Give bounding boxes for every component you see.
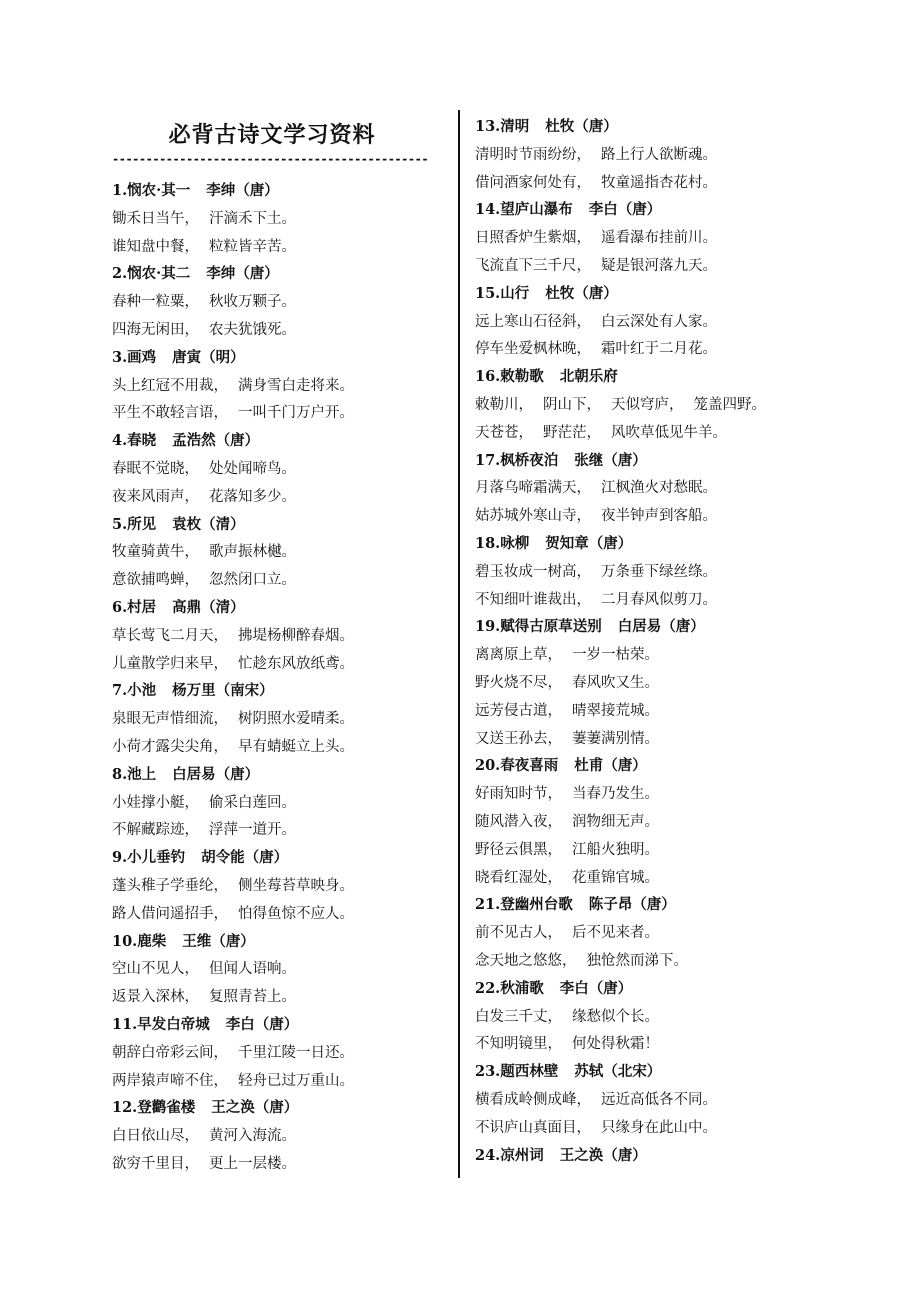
poem-author: 孟浩然（唐） <box>172 432 260 450</box>
poem-title: 秋浦歌 <box>500 979 544 997</box>
verse-phrase: 黄河入海流。 <box>209 1128 296 1145</box>
verse-phrase: 空山不见人， <box>112 961 199 978</box>
poem-line <box>112 1126 296 1146</box>
verse-phrase: 浮萍一道开。 <box>209 822 296 839</box>
poem-line <box>112 1071 354 1091</box>
poem-line <box>475 1007 659 1027</box>
verse-phrase: 远芳侵古道， <box>475 702 562 719</box>
verse-phrase: 复照青苔上。 <box>209 989 296 1006</box>
verse-phrase: 牧童骑黄牛， <box>112 544 199 561</box>
poem-line <box>475 395 766 415</box>
poem-line <box>112 1043 354 1063</box>
poem-author: 杜甫（唐） <box>574 757 647 775</box>
poem-author: 王维（唐） <box>182 932 255 950</box>
poem-title: 凉州词 <box>500 1146 544 1164</box>
poem-number: 12. <box>112 1099 138 1117</box>
poem-number: 1. <box>112 182 128 199</box>
verse-phrase: 意欲捕鸣蝉， <box>112 572 199 589</box>
verse-phrase: 锄禾日当午， <box>112 210 199 227</box>
poem-line <box>112 820 296 840</box>
verse-phrase: 小荷才露尖尖角， <box>112 739 228 755</box>
verse-phrase: 笼盖四野。 <box>693 397 766 413</box>
poem-heading <box>475 1062 661 1082</box>
poem-line <box>475 729 659 749</box>
verse-phrase: 秋收万颗子。 <box>209 294 296 311</box>
verse-phrase: 夜来风雨声， <box>112 488 199 505</box>
verse-phrase: 风吹草低见牛羊。 <box>611 424 727 441</box>
verse-phrase: 当春乃发生。 <box>572 786 659 803</box>
verse-phrase: 霜叶红于二月花。 <box>601 341 717 358</box>
verse-phrase: 怕得鱼惊不应人。 <box>238 905 354 922</box>
poem-line <box>475 256 717 276</box>
poem-author: 李绅（唐） <box>206 182 279 199</box>
poem-heading <box>475 895 676 915</box>
poem-line <box>112 320 296 340</box>
poem-number: 17. <box>475 451 501 469</box>
poem-author: 杜牧（唐） <box>545 118 618 135</box>
poem-author: 白居易（唐） <box>617 618 705 636</box>
verse-phrase: 萋萋满别情。 <box>572 730 659 747</box>
verse-phrase: 春风吹又生。 <box>572 675 659 691</box>
verse-phrase: 平生不敢轻言语， <box>112 405 228 422</box>
verse-phrase: 返景入深林， <box>112 989 199 1006</box>
poem-heading <box>475 200 661 220</box>
verse-phrase: 蓬头稚子学垂纶， <box>112 878 228 894</box>
poem-number: 19. <box>475 618 501 636</box>
verse-phrase: 何处得秋霜！ <box>572 1036 659 1053</box>
poem-number: 21. <box>475 896 501 914</box>
verse-phrase: 早有蜻蜓立上头。 <box>238 739 354 755</box>
poem-line <box>112 1154 296 1174</box>
poem-line <box>475 951 688 971</box>
verse-phrase: 偷采白莲回。 <box>209 794 296 811</box>
verse-phrase: 忽然闭口立。 <box>209 572 296 589</box>
verse-phrase: 处处闻啼鸟。 <box>209 461 296 477</box>
poem-number: 5. <box>112 515 128 533</box>
poem-heading <box>112 515 245 535</box>
verse-phrase: 遥看瀑布挂前川。 <box>601 230 717 247</box>
poem-number: 24. <box>475 1146 501 1164</box>
poem-title: 春夜喜雨 <box>500 757 559 775</box>
verse-phrase: 飞流直下三千尺， <box>475 258 591 274</box>
verse-phrase: 念天地之悠悠， <box>475 953 577 969</box>
poem-line <box>475 590 717 610</box>
poem-author: 李白（唐） <box>588 201 662 219</box>
poem-line <box>475 506 717 526</box>
poem-line <box>112 987 296 1007</box>
verse-phrase: 碧玉妆成一树高， <box>475 563 591 580</box>
verse-phrase: 只缘身在此山中。 <box>601 1119 717 1136</box>
poem-line <box>112 876 354 896</box>
verse-phrase: 不识庐山真面目， <box>475 1119 591 1136</box>
verse-phrase: 一叫千门万户开。 <box>238 405 354 422</box>
poem-number: 10. <box>112 932 138 950</box>
verse-phrase: 春种一粒粟， <box>112 294 199 311</box>
poem-number: 16. <box>475 368 501 386</box>
poem-line <box>112 626 354 646</box>
poem-number: 4. <box>112 432 128 450</box>
poem-heading <box>112 1098 298 1118</box>
verse-phrase: 江枫渔火对愁眠。 <box>601 480 717 497</box>
poem-heading <box>112 598 245 618</box>
poem-title: 早发白帝城 <box>137 1016 210 1033</box>
poem-title: 赋得古原草送别 <box>500 618 602 636</box>
verse-phrase: 清明时节雨纷纷， <box>475 146 591 163</box>
poem-author: 唐寅（明） <box>172 348 245 366</box>
poem-author: 贺知章（唐） <box>545 535 633 552</box>
verse-phrase: 敕勒川， <box>475 397 533 413</box>
poem-line <box>112 570 296 590</box>
verse-phrase: 谁知盘中餐， <box>112 238 199 255</box>
title-divider: ----------------------------------------------- <box>112 152 429 166</box>
verse-phrase: 野茫茫， <box>543 424 601 441</box>
verse-phrase: 侧坐莓苔草映身。 <box>238 878 354 894</box>
verse-phrase: 万条垂下绿丝绦。 <box>601 563 717 580</box>
verse-phrase: 姑苏城外寒山寺， <box>475 508 591 525</box>
verse-phrase: 泉眼无声惜细流， <box>112 711 228 728</box>
poem-number: 18. <box>475 535 501 552</box>
verse-phrase: 白发三千丈， <box>475 1008 562 1025</box>
poem-number: 11. <box>112 1016 138 1033</box>
poem-author: 李绅（唐） <box>206 265 279 283</box>
poem-heading <box>475 617 705 637</box>
poem-title: 小儿垂钓 <box>127 849 186 867</box>
poem-heading <box>475 117 618 137</box>
verse-phrase: 晓看红湿处， <box>475 869 562 886</box>
poem-line <box>112 403 354 423</box>
verse-phrase: 歌声振林樾。 <box>209 544 296 561</box>
poem-line <box>112 709 354 729</box>
poem-author: 袁枚（清） <box>172 515 245 533</box>
poem-number: 6. <box>112 599 128 616</box>
poem-author: 李白（唐） <box>225 1016 299 1033</box>
poem-line <box>475 812 659 832</box>
poem-title: 山行 <box>500 284 530 302</box>
verse-phrase: 停车坐爱枫林晚， <box>475 341 591 358</box>
verse-phrase: 白云深处有人家。 <box>601 313 717 330</box>
poem-line <box>112 292 296 312</box>
poem-author: 苏轼（北宋） <box>574 1063 662 1081</box>
poem-title: 池上 <box>127 765 157 783</box>
poem-title: 登幽州台歌 <box>500 896 573 914</box>
verse-phrase: 疑是银河落九天。 <box>601 258 717 274</box>
page-title: 必背古诗文学习资料 <box>168 122 376 148</box>
poem-author: 王之涣（唐） <box>211 1099 299 1117</box>
poem-line <box>475 784 659 804</box>
poem-line <box>475 923 659 943</box>
poem-line <box>475 562 717 582</box>
verse-phrase: 树阴照水爱晴柔。 <box>238 711 354 728</box>
verse-phrase: 阴山下， <box>543 397 601 413</box>
verse-phrase: 路人借问遥招手， <box>112 905 228 922</box>
poem-heading <box>475 284 618 304</box>
verse-phrase: 拂堤杨柳醉春烟。 <box>238 627 354 644</box>
poem-line <box>475 228 717 248</box>
poem-heading <box>112 264 279 284</box>
poem-line <box>112 459 296 479</box>
verse-phrase: 晴翠接荒城。 <box>572 702 659 719</box>
column-divider <box>458 110 460 1178</box>
verse-phrase: 天似穹庐， <box>611 397 684 413</box>
verse-phrase: 粒粒皆辛苦。 <box>209 238 296 255</box>
poem-heading <box>475 534 632 554</box>
poem-heading <box>112 181 279 201</box>
poem-title: 咏柳 <box>500 535 530 552</box>
poem-line <box>475 173 717 193</box>
poem-line <box>475 312 717 332</box>
verse-phrase: 农夫犹饿死。 <box>209 322 296 338</box>
poem-line <box>475 645 659 665</box>
verse-phrase: 汗滴禾下土。 <box>209 210 296 227</box>
poem-line <box>475 478 717 498</box>
poem-heading <box>475 756 647 776</box>
poem-heading <box>475 367 618 387</box>
verse-phrase: 不知细叶谁裁出， <box>475 591 591 608</box>
poem-heading <box>475 1146 647 1166</box>
verse-phrase: 小娃撑小艇， <box>112 794 199 811</box>
verse-phrase: 草长莺飞二月天， <box>112 627 228 644</box>
verse-phrase: 但闻人语响。 <box>209 961 296 978</box>
verse-phrase: 又送王孙去， <box>475 730 562 747</box>
verse-phrase: 朝辞白帝彩云间， <box>112 1044 228 1061</box>
verse-phrase: 千里江陵一日还。 <box>238 1044 354 1061</box>
poem-title: 村居 <box>127 599 157 616</box>
verse-phrase: 野径云俱黑， <box>475 841 562 858</box>
poem-line <box>475 145 717 165</box>
verse-phrase: 横看成岭侧成峰， <box>475 1092 591 1108</box>
poem-number: 20. <box>475 757 501 775</box>
poem-title: 题西林壁 <box>500 1063 559 1081</box>
poem-line <box>112 376 354 396</box>
poem-number: 7. <box>112 682 128 700</box>
poem-number: 2. <box>112 265 128 283</box>
poem-title: 春晓 <box>127 432 157 450</box>
poem-line <box>112 209 296 229</box>
poem-author: 张继（唐） <box>574 451 647 469</box>
poem-title: 望庐山瀑布 <box>500 201 573 219</box>
verse-phrase: 好雨知时节， <box>475 786 562 803</box>
poem-number: 8. <box>112 765 128 783</box>
poem-heading <box>475 979 632 999</box>
poem-title: 登鹳雀楼 <box>137 1099 196 1117</box>
poem-heading <box>112 1015 298 1035</box>
poem-line <box>112 654 354 674</box>
verse-phrase: 独怆然而涕下。 <box>586 953 688 969</box>
poem-line <box>112 793 296 813</box>
verse-phrase: 牧童遥指杏花村。 <box>601 174 717 191</box>
poem-line <box>112 542 296 562</box>
verse-phrase: 天苍苍， <box>475 424 533 441</box>
verse-phrase: 润物细无声。 <box>572 814 659 830</box>
verse-phrase: 不解藏踪迹， <box>112 822 199 839</box>
poem-heading <box>112 348 245 368</box>
poem-heading <box>112 765 259 785</box>
poem-author: 胡令能（唐） <box>201 849 289 867</box>
verse-phrase: 前不见古人， <box>475 925 562 942</box>
verse-phrase: 路上行人欲断魂。 <box>601 146 717 163</box>
poem-line <box>475 701 659 721</box>
poem-author: 杨万里（南宋） <box>172 682 274 700</box>
verse-phrase: 远近高低各不同。 <box>601 1092 717 1108</box>
poem-number: 15. <box>475 284 501 302</box>
poem-author: 陈子昂（唐） <box>588 896 676 914</box>
poem-author: 白居易（唐） <box>172 765 260 783</box>
poem-line <box>112 959 296 979</box>
verse-phrase: 野火烧不尽， <box>475 675 562 691</box>
poem-title: 悯农·其一 <box>127 182 191 199</box>
poem-heading <box>112 848 288 868</box>
poem-line <box>475 673 659 693</box>
verse-phrase: 日照香炉生紫烟， <box>475 230 591 247</box>
poem-line <box>475 1118 717 1138</box>
verse-phrase: 忙趁东风放纸鸢。 <box>238 655 354 672</box>
poem-line <box>475 339 717 359</box>
verse-phrase: 四海无闲田， <box>112 322 199 338</box>
verse-phrase: 离离原上草， <box>475 647 562 664</box>
poem-author: 王之涣（唐） <box>559 1146 647 1164</box>
poem-line <box>475 1034 659 1054</box>
verse-phrase: 欲穷千里目， <box>112 1156 199 1172</box>
poem-line <box>475 840 659 860</box>
verse-phrase: 江船火独明。 <box>572 841 659 858</box>
verse-phrase: 不知明镜里， <box>475 1036 562 1053</box>
poem-title: 小池 <box>127 682 157 700</box>
poem-line <box>112 904 354 924</box>
verse-phrase: 缘愁似个长。 <box>572 1008 659 1025</box>
poem-line <box>475 423 727 443</box>
verse-phrase: 满身雪白走将来。 <box>238 377 354 394</box>
poem-line <box>112 487 296 507</box>
verse-phrase: 两岸猿声啼不住， <box>112 1072 228 1089</box>
verse-phrase: 春眠不觉晓， <box>112 461 199 477</box>
poem-heading <box>112 681 274 701</box>
poem-number: 13. <box>475 118 501 135</box>
verse-phrase: 花重锦官城。 <box>572 869 659 886</box>
poem-title: 鹿柴 <box>137 932 167 950</box>
poem-line <box>475 868 659 888</box>
poem-title: 画鸡 <box>127 348 157 366</box>
poem-author: 高鼎（清） <box>172 599 245 616</box>
poem-heading <box>112 431 259 451</box>
poem-title: 所见 <box>127 515 157 533</box>
poem-author: 李白（唐） <box>559 979 633 997</box>
poem-title: 悯农·其二 <box>127 265 191 283</box>
verse-phrase: 头上红冠不用裁， <box>112 377 228 394</box>
poem-author: 北朝乐府 <box>559 368 618 386</box>
poem-title: 敕勒歌 <box>500 368 544 386</box>
verse-phrase: 轻舟已过万重山。 <box>238 1072 354 1089</box>
verse-phrase: 二月春风似剪刀。 <box>601 591 717 608</box>
poem-line <box>475 1090 717 1110</box>
poem-line <box>112 237 296 257</box>
verse-phrase: 借问酒家何处有， <box>475 174 591 191</box>
poem-heading <box>112 932 255 952</box>
verse-phrase: 夜半钟声到客船。 <box>601 508 717 525</box>
verse-phrase: 花落知多少。 <box>209 488 296 505</box>
poem-title: 清明 <box>500 118 530 135</box>
poem-number: 22. <box>475 979 501 997</box>
poem-title: 枫桥夜泊 <box>500 451 559 469</box>
verse-phrase: 随风潜入夜， <box>475 814 562 830</box>
verse-phrase: 儿童散学归来早， <box>112 655 228 672</box>
verse-phrase: 更上一层楼。 <box>209 1156 296 1172</box>
verse-phrase: 远上寒山石径斜， <box>475 313 591 330</box>
verse-phrase: 白日依山尽， <box>112 1128 199 1145</box>
poem-heading <box>475 451 647 471</box>
poem-number: 14. <box>475 201 501 219</box>
poem-number: 9. <box>112 849 128 867</box>
verse-phrase: 月落乌啼霜满天， <box>475 480 591 497</box>
poem-line <box>112 737 354 757</box>
poem-author: 杜牧（唐） <box>545 284 618 302</box>
poem-number: 23. <box>475 1063 501 1081</box>
verse-phrase: 后不见来者。 <box>572 925 659 942</box>
verse-phrase: 一岁一枯荣。 <box>572 647 659 664</box>
poem-number: 3. <box>112 348 128 366</box>
